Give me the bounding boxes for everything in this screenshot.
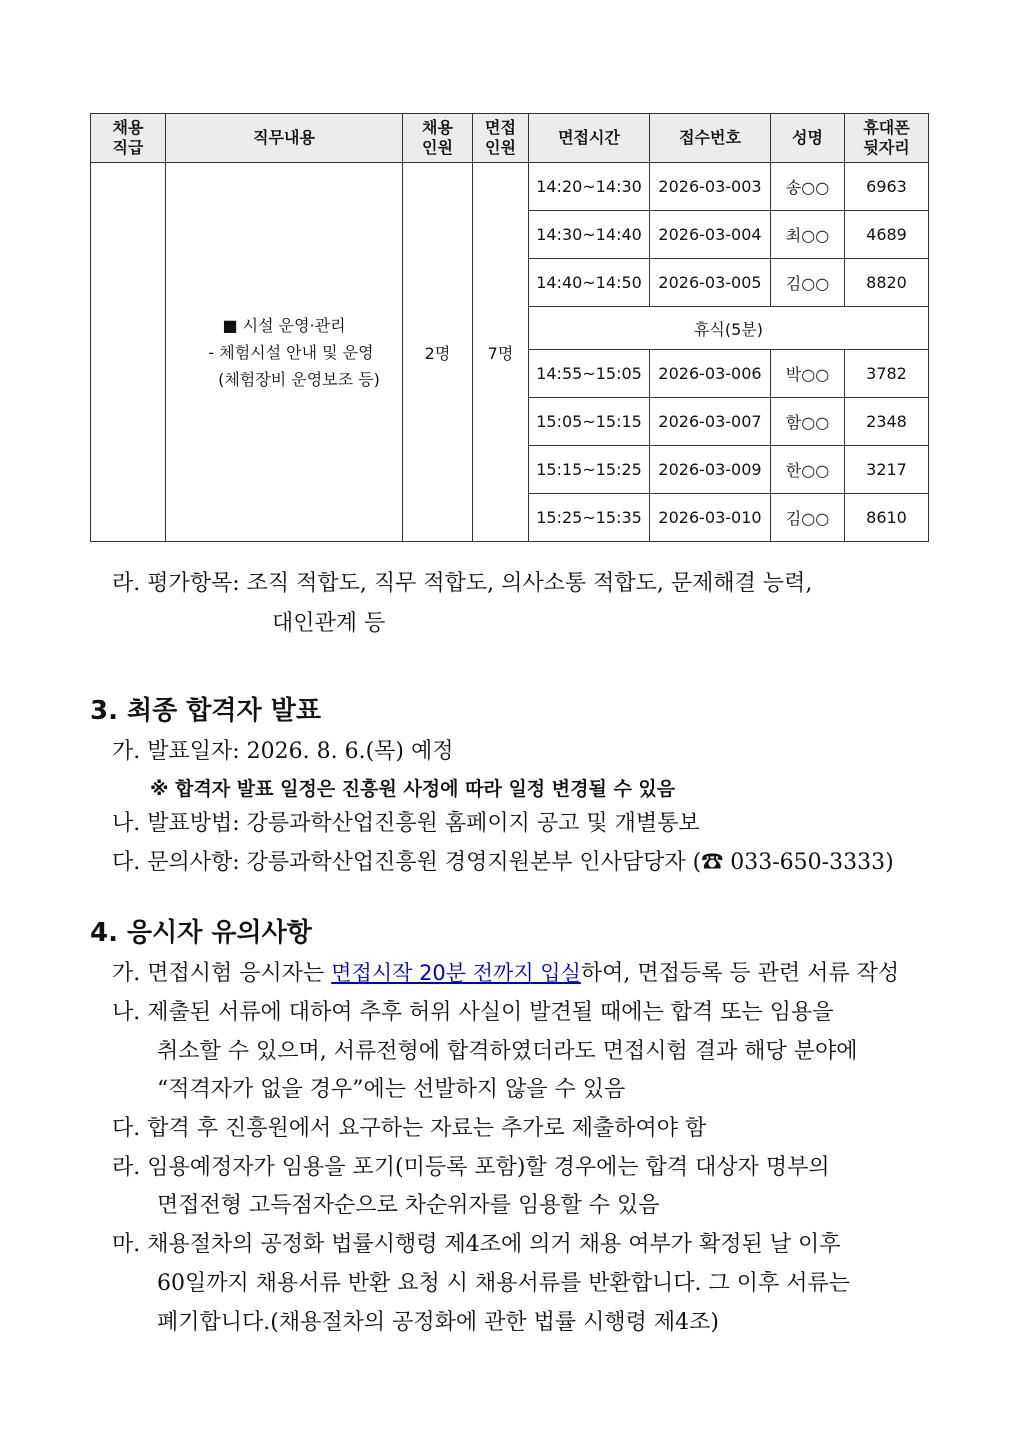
duty-line: - 체험시설 안내 및 운영 — [208, 342, 374, 362]
duty-line: (체험장비 운영보조 등) — [218, 369, 380, 389]
section-4-item-d-2: 면접전형 고득점자순으로 차순위자를 임용할 수 있음 — [157, 1193, 660, 1218]
name-cell: 박○○ — [771, 350, 845, 398]
section-4-item-d-1: 라. 임용예정자가 임용을 포기(미등록 포함)할 경우에는 합격 대상자 명부의 — [112, 1155, 830, 1180]
section-4-title: 4. 응시자 유의사항 — [90, 918, 312, 948]
phone-cell: 8610 — [845, 494, 929, 542]
time-cell: 15:25~15:35 — [529, 494, 650, 542]
time-cell: 14:30~14:40 — [529, 211, 650, 259]
section-4-item-a — [112, 956, 899, 987]
table-row — [91, 163, 929, 211]
reg-cell: 2026-03-009 — [650, 446, 771, 494]
reg-cell: 2026-03-004 — [650, 211, 771, 259]
section-3-item-b: 나. 발표방법: 강릉과학산업진흥원 홈페이지 공고 및 개별통보 — [112, 811, 700, 836]
interview-count: 7명 — [473, 163, 529, 542]
hire-count: 2명 — [403, 163, 473, 542]
header-phone: 휴대폰 뒷자리 — [845, 114, 929, 163]
eval-line-2: 대인관계 등 — [272, 611, 386, 636]
time-cell: 14:55~15:05 — [529, 350, 650, 398]
time-cell: 15:05~15:15 — [529, 398, 650, 446]
eval-line-1: 라. 평가항목: 조직 적합도, 직무 적합도, 의사소통 적합도, 문제해결 능력, — [112, 571, 813, 596]
header-name: 성명 — [771, 114, 845, 163]
phone-cell: 6963 — [845, 163, 929, 211]
time-cell: 14:40~14:50 — [529, 259, 650, 307]
header-duty: 직무내용 — [166, 114, 403, 163]
time-cell: 14:20~14:30 — [529, 163, 650, 211]
item-a-highlight: 면접시작 20분 전까지 입실 — [331, 961, 581, 985]
header-interview: 면접 인원 — [473, 114, 529, 163]
section-3-item-a: 가. 발표일자: 2026. 8. 6.(목) 예정 — [112, 739, 454, 764]
item-a-suffix: 하여, 면접등록 등 관련 서류 작성 — [580, 961, 900, 986]
section-4-item-e-1: 마. 채용절차의 공정화 법률시행령 제4조에 의거 채용 여부가 확정된 날 이후 — [112, 1232, 841, 1257]
reg-cell: 2026-03-006 — [650, 350, 771, 398]
section-3-item-c: 다. 문의사항: 강릉과학산업진흥원 경영지원본부 인사담당자 (☎ 033-650-3333) — [112, 850, 894, 875]
section-4-item-c: 다. 합격 후 진흥원에서 요구하는 자료는 추가로 제출하여야 함 — [112, 1116, 707, 1141]
section-4-item-b-3: “적격자가 없을 경우”에는 선발하지 않을 수 있음 — [157, 1077, 626, 1102]
break-cell: 휴식(5분) — [529, 307, 929, 350]
reg-cell: 2026-03-005 — [650, 259, 771, 307]
reg-cell: 2026-03-010 — [650, 494, 771, 542]
reg-cell: 2026-03-003 — [650, 163, 771, 211]
rank-cell — [91, 163, 166, 542]
name-cell: 김○○ — [771, 494, 845, 542]
phone-cell: 3782 — [845, 350, 929, 398]
header-hire: 채용 인원 — [403, 114, 473, 163]
header-time: 면접시간 — [529, 114, 650, 163]
item-a-prefix: 가. 면접시험 응시자는 — [112, 961, 332, 986]
reg-cell: 2026-03-007 — [650, 398, 771, 446]
name-cell: 송○○ — [771, 163, 845, 211]
header-rank: 채용 직급 — [91, 114, 166, 163]
phone-cell: 4689 — [845, 211, 929, 259]
duty-line: ■ 시설 운영·관리 — [222, 315, 346, 335]
section-3-note: ※ 합격자 발표 일정은 진흥원 사정에 따라 일정 변경될 수 있음 — [150, 778, 676, 800]
section-4-item-b-2: 취소할 수 있으며, 서류전형에 합격하였더라도 면접시험 결과 해당 분야에 — [157, 1039, 858, 1064]
name-cell: 함○○ — [771, 398, 845, 446]
table-header-row — [91, 114, 929, 163]
time-cell: 15:15~15:25 — [529, 446, 650, 494]
name-cell: 김○○ — [771, 259, 845, 307]
name-cell: 최○○ — [771, 211, 845, 259]
header-reg: 접수번호 — [650, 114, 771, 163]
section-4-item-e-2: 60일까지 채용서류 반환 요청 시 채용서류를 반환합니다. 그 이후 서류는 — [157, 1271, 850, 1296]
interview-schedule-table — [90, 113, 929, 542]
section-4-item-e-3: 폐기합니다.(채용절차의 공정화에 관한 법률 시행령 제4조) — [157, 1310, 719, 1335]
section-4-item-b-1: 나. 제출된 서류에 대하여 추후 허위 사실이 발견될 때에는 합격 또는 임용을 — [112, 1000, 834, 1025]
section-3-title: 3. 최종 합격자 발표 — [90, 696, 321, 726]
name-cell: 한○○ — [771, 446, 845, 494]
phone-cell: 3217 — [845, 446, 929, 494]
phone-cell: 8820 — [845, 259, 929, 307]
phone-cell: 2348 — [845, 398, 929, 446]
duty-cell — [166, 163, 403, 542]
